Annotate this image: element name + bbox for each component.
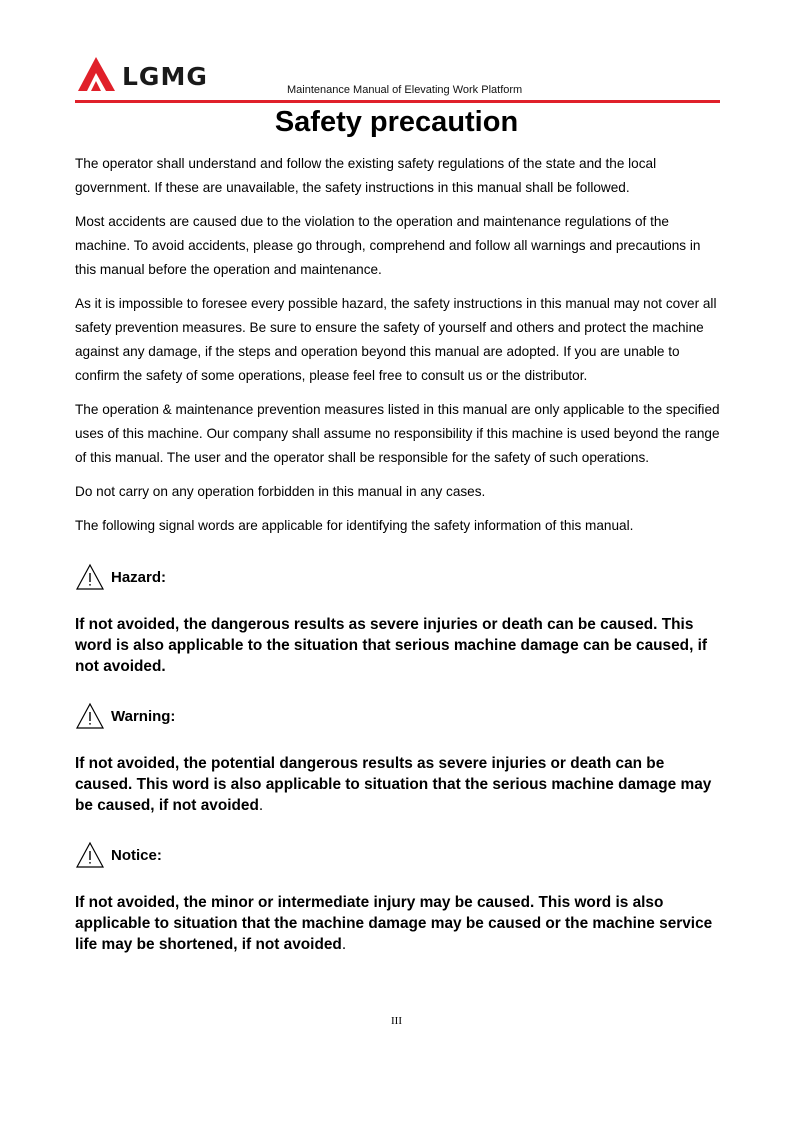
paragraph: The following signal words are applicable for identifying the safety information of this manual. [75, 518, 634, 533]
paragraph: The operation & maintenance prevention measures listed in this manual are only applicable to the specified uses of this machine. Our company shall assume no responsibility if this machine is used beyond the range of this manual. The user and the operator shall be responsible for the safety of such operations. [75, 402, 720, 465]
paragraph: Most accidents are caused due to the violation to the operation and maintenance regulations of the machine. To avoid accidents, please go through, comprehend and follow all warnings and precautions in this manual before the operation and maintenance. [75, 214, 701, 277]
warning-triangle-icon [75, 702, 105, 730]
paragraph: The operator shall understand and follow the existing safety regulations of the state and the local government. If these are unavailable, the safety instructions in this manual shall be followed. [75, 156, 657, 195]
document-title: Maintenance Manual of Elevating Work Platform [287, 84, 523, 96]
warning-description-end: . [258, 797, 264, 814]
lgmg-logo [75, 56, 225, 94]
logo-mark-icon [75, 56, 119, 92]
notice-label: Notice: [111, 846, 162, 864]
warning-description [75, 753, 725, 816]
warning-triangle-icon [75, 563, 105, 591]
paragraph: Do not carry on any operation forbidden in this manual in any cases. [75, 484, 486, 499]
notice-description-text: If not avoided, the minor or intermediate injury may be caused. This word is also applicable to situation that the machine damage may be caused or the machine service life may be shortened, if not avoided [75, 894, 713, 953]
warning-heading [75, 701, 725, 731]
paragraph: As it is impossible to foresee every possible hazard, the safety instructions in this manual may not cover all safety prevention measures. Be sure to ensure the safety of yourself and others and protect the machine against any damage, if the steps and operation beyond this manual are adopted. If you are unable to confirm the safety of some operations, please feel free to consult us or the distributor. [75, 296, 717, 383]
page-header [75, 56, 720, 106]
warning-triangle-icon [75, 841, 105, 869]
page-number: III [391, 1015, 402, 1027]
page-body [75, 152, 725, 955]
page-title: Safety precaution [274, 106, 519, 138]
hazard-description: If not avoided, the dangerous results as severe injuries or death can be caused. This word is also applicable to the situation that serious machine damage can be caused, if not avoided. [75, 616, 708, 675]
notice-description [75, 892, 725, 955]
hazard-label: Hazard: [111, 568, 167, 586]
hazard-heading [75, 562, 725, 592]
logo-text: LGMG [122, 62, 208, 91]
warning-label: Warning: [111, 707, 176, 725]
notice-heading [75, 840, 725, 870]
header-rule [75, 100, 720, 103]
warning-description-text: If not avoided, the potential dangerous results as severe injuries or death can be caused. This word is also applicable to situation that the serious machine damage may be caused, if not avoided [75, 755, 712, 814]
notice-description-end: . [341, 936, 347, 953]
